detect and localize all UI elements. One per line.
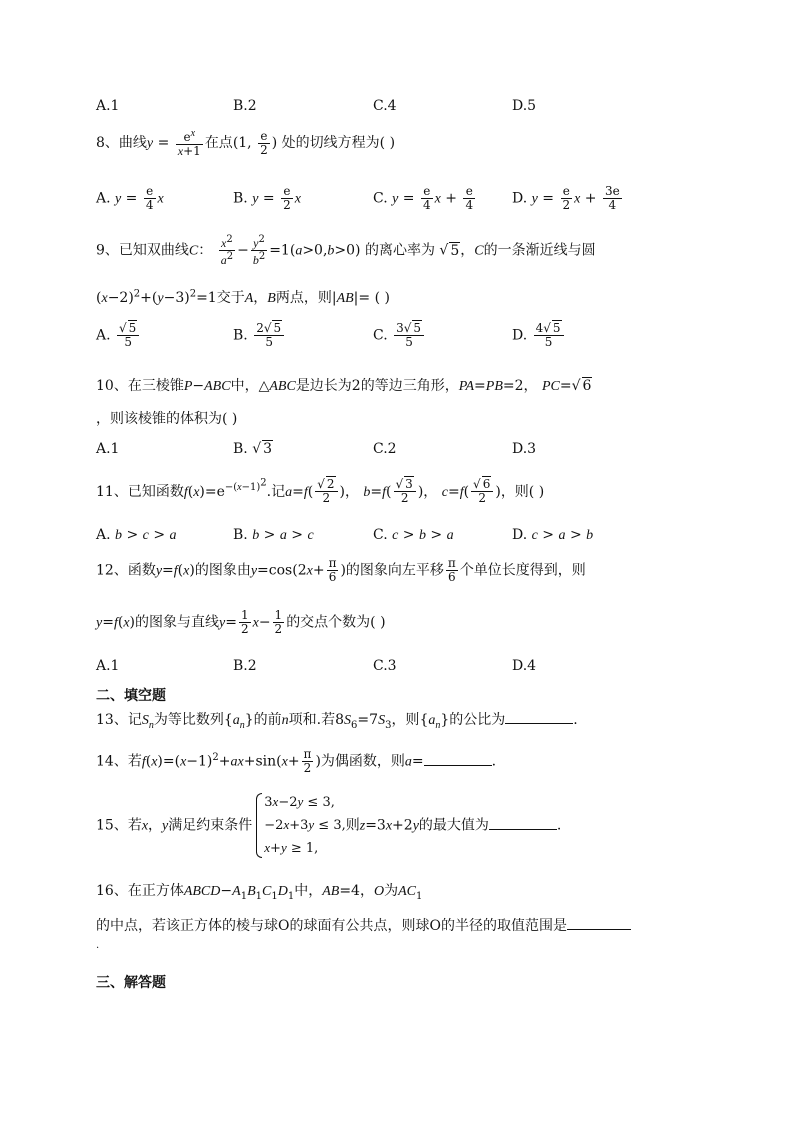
q11-stem: 11、已知函数$f(x)=e^{-(x-1)^2}$.记a=f( $\frac{√ 2}{2}$ )， b=f( $\frac{√ 3}{2}$ )， c=f( $\frac{√ 6}{2}$ )，则( ) <box>96 477 545 506</box>
q10-option-c: C.2 <box>373 441 397 457</box>
q11-option-c: C. c > b > a <box>373 527 454 543</box>
q9-option-c: C. $\frac{3√ 5}{5}$ <box>373 322 426 349</box>
q9-stem-line2: $(x-2)^2+(y-3)^2=1$交于A，B两点，则|AB|= ( ) <box>96 288 390 306</box>
q11-option-a: A. b > c > a <box>96 527 177 543</box>
q16-answer-blank[interactable] <box>567 917 631 930</box>
q12-stem-line1: 12、函数y=f(x)的图象由y=cos(2x+ $\frac{\pi}{6}$ )的图象向左平移 $\frac{\pi}{6}$ 个单位长度得到，则 <box>96 556 586 585</box>
q8-option-a: A. y = $\frac{e}{4}$ x <box>96 184 164 213</box>
q14-stem: 14、若$f(x)=(x-1)^2+ax+\sin(x+$ $\frac{\pi}{2}$ )为偶函数，则a= . <box>96 747 497 776</box>
q15-answer-blank[interactable] <box>489 817 557 830</box>
q9-option-d: D. $\frac{4√ 5}{5}$ <box>512 322 566 349</box>
q10-option-d: D.3 <box>512 441 537 457</box>
q9-option-b: B. $\frac{2√ 5}{5}$ <box>233 322 286 349</box>
q10-stem-line1: 10、在三棱锥P−ABC中，△ABC是边长为2的等边三角形，PA=PB=2， PC=√ 6 <box>96 378 592 394</box>
q13-stem: 13、记$S_n$为等比数列$\{a_n\}$的前n项和.若$8S_6=7S_3$，则$\{a_n\}$的公比为 . <box>96 712 578 731</box>
q11-option-b: B. b > a > c <box>233 527 314 543</box>
q13-answer-blank[interactable] <box>505 711 573 724</box>
q8-option-b: B. y = $\frac{e}{2}$ x <box>233 184 301 213</box>
q12-option-b: B.2 <box>233 658 257 674</box>
q11-option-d: D. c > a > b <box>512 527 594 543</box>
q15-constraint-system: 3x−2y ≤ 3, −2x+3y ≤ 3, x+y ≥ 1, <box>254 791 345 860</box>
q16-period: . <box>96 940 100 951</box>
q14-answer-blank[interactable] <box>424 753 492 766</box>
q7-option-a: A.1 <box>96 98 120 114</box>
q9-stem-line1: 9、已知双曲线C： $\frac{x^2}{a^2}$ − $\frac{y^2}{b^2}$ =1(a>0,b>0) 的离心率为 √ 5，C的一条渐近线与圆 <box>96 234 596 268</box>
q8-option-c: C. y = $\frac{e}{4}$ x + $\frac{e}{4}$ <box>373 184 474 213</box>
q10-option-a: A.1 <box>96 441 120 457</box>
q15-stem: 15、若x，y满足约束条件3x−2y ≤ 3, −2x+3y ≤ 3, x+y ≥ 1,则z=3x+2y的最大值为 . <box>96 791 704 860</box>
q7-option-b: B.2 <box>233 98 257 114</box>
q10-option-b: B. √ 3 <box>233 441 273 457</box>
q7-option-c: C.4 <box>373 98 397 114</box>
q8-option-d: D. y = $\frac{e}{2}$ x + $\frac{3e}{4}$ <box>512 184 620 213</box>
q10-stem-line2: ，则该棱锥的体积为( ) <box>96 411 238 427</box>
q9-option-a: A. $\frac{√ 5}{5}$ <box>96 322 141 349</box>
q12-stem-line2: y=f(x)的图象与直线y= $\frac{1}{2}$ x− $\frac{1}{2}$ 的交点个数为( ) <box>96 608 386 637</box>
q7-option-d: D.5 <box>512 98 537 114</box>
q12-option-d: D.4 <box>512 658 537 674</box>
section-solutions: 三、解答题 <box>96 975 166 991</box>
q12-option-a: A.1 <box>96 658 120 674</box>
q8-stem: 8、曲线y = $\frac{e^x}{x+1}$ 在点(1, $\frac{e}{2}$ ) 处的切线方程为( ) <box>96 128 396 159</box>
q16-stem-line1: 16、在正方体$ABCD-A_1B_1C_1D_1$中，AB=4，O为$AC_1$ <box>96 883 423 902</box>
q16-stem-line2: 的中点，若该正方体的棱与球O的球面有公共点，则球O的半径的取值范围是 <box>96 915 631 935</box>
q12-option-c: C.3 <box>373 658 397 674</box>
section-fill-in: 二、填空题 <box>96 688 166 704</box>
